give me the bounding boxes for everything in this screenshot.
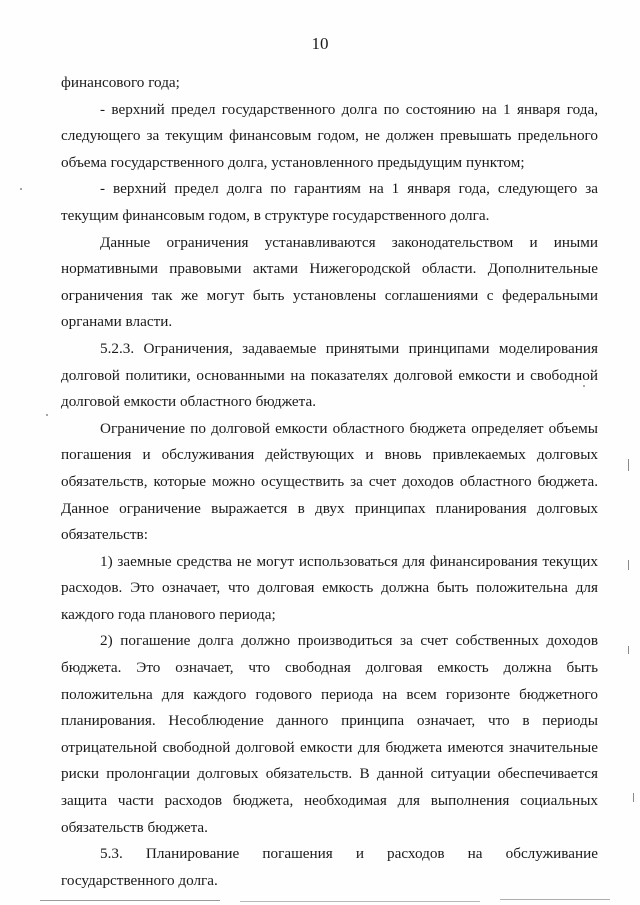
- scan-speck: [633, 793, 634, 802]
- document-body: [61, 70, 598, 894]
- paragraph-legislative-limits: Данные ограничения устанавливаются законодательством и иными нормативными правовыми актами Нижегородской области. Дополнительные ограничения так же могут быть установлены соглашениями с федеральными органами власти.: [61, 233, 598, 331]
- scan-edge-bottom: [40, 900, 220, 901]
- paragraph-guarantee-limit: - верхний предел долга по гарантиям на 1 января года, следующего за текущим финансовым годом, в структуре государственного долга.: [61, 180, 598, 224]
- page-number: 10: [311, 34, 329, 53]
- scan-speck: [628, 646, 629, 654]
- scan-speck: [628, 560, 629, 570]
- paragraph-principle-1: 1) заемные средства не могут использоваться для финансирования текущих расходов. Это означает, что долговая емкость должна быть положительна для каждого года планового периода;: [61, 552, 598, 623]
- scan-speck: [46, 414, 48, 416]
- paragraph-section-5-3: 5.3. Планирование погашения и расходов на обслуживание государственного долга.: [61, 845, 598, 889]
- scan-speck: [20, 188, 22, 190]
- paragraph-debt-capacity: Ограничение по долговой емкости областного бюджета определяет объемы погашения и обслуживания действующих и вновь привлекаемых долговых обязательств, которые можно осуществить за счет доходов областного бюджета. Данное ограничение выражается в двух принципах планирования долговых обязательств:: [61, 419, 598, 544]
- scan-speck: [583, 385, 585, 387]
- paragraph-debt-upper-limit: - верхний предел государственного долга по состоянию на 1 января года, следующего за текущим финансовым годом, не должен превышать предельного объема государственного долга, установленного предыдущим пунктом;: [61, 100, 598, 171]
- paragraph-continuation: финансового года;: [61, 74, 180, 91]
- paragraph-section-5-2-3: 5.2.3. Ограничения, задаваемые принятыми принципами моделирования долговой политики, основанными на показателях долговой емкости и свободной долговой емкости областного бюджета.: [61, 339, 598, 411]
- scan-edge-bottom: [500, 899, 610, 900]
- scan-speck: [628, 459, 629, 471]
- paragraph-principle-2: 2) погашение долга должно производиться за счет собственных доходов бюджета. Это означает, что свободная долговая емкость должна быть положительна для каждого годового периода на всем горизонте бюджетного планирования. Несоблюдение данного принципа означает, что в периоды отрицательной свободной долговой емкости для бюджета имеются значительные риски пролонгации долговых обязательств. В данной ситуации обеспечивается защита части расходов бюджета, необходимая для выполнения социальных обязательств бюджета.: [61, 632, 598, 836]
- scan-edge-bottom: [240, 901, 480, 902]
